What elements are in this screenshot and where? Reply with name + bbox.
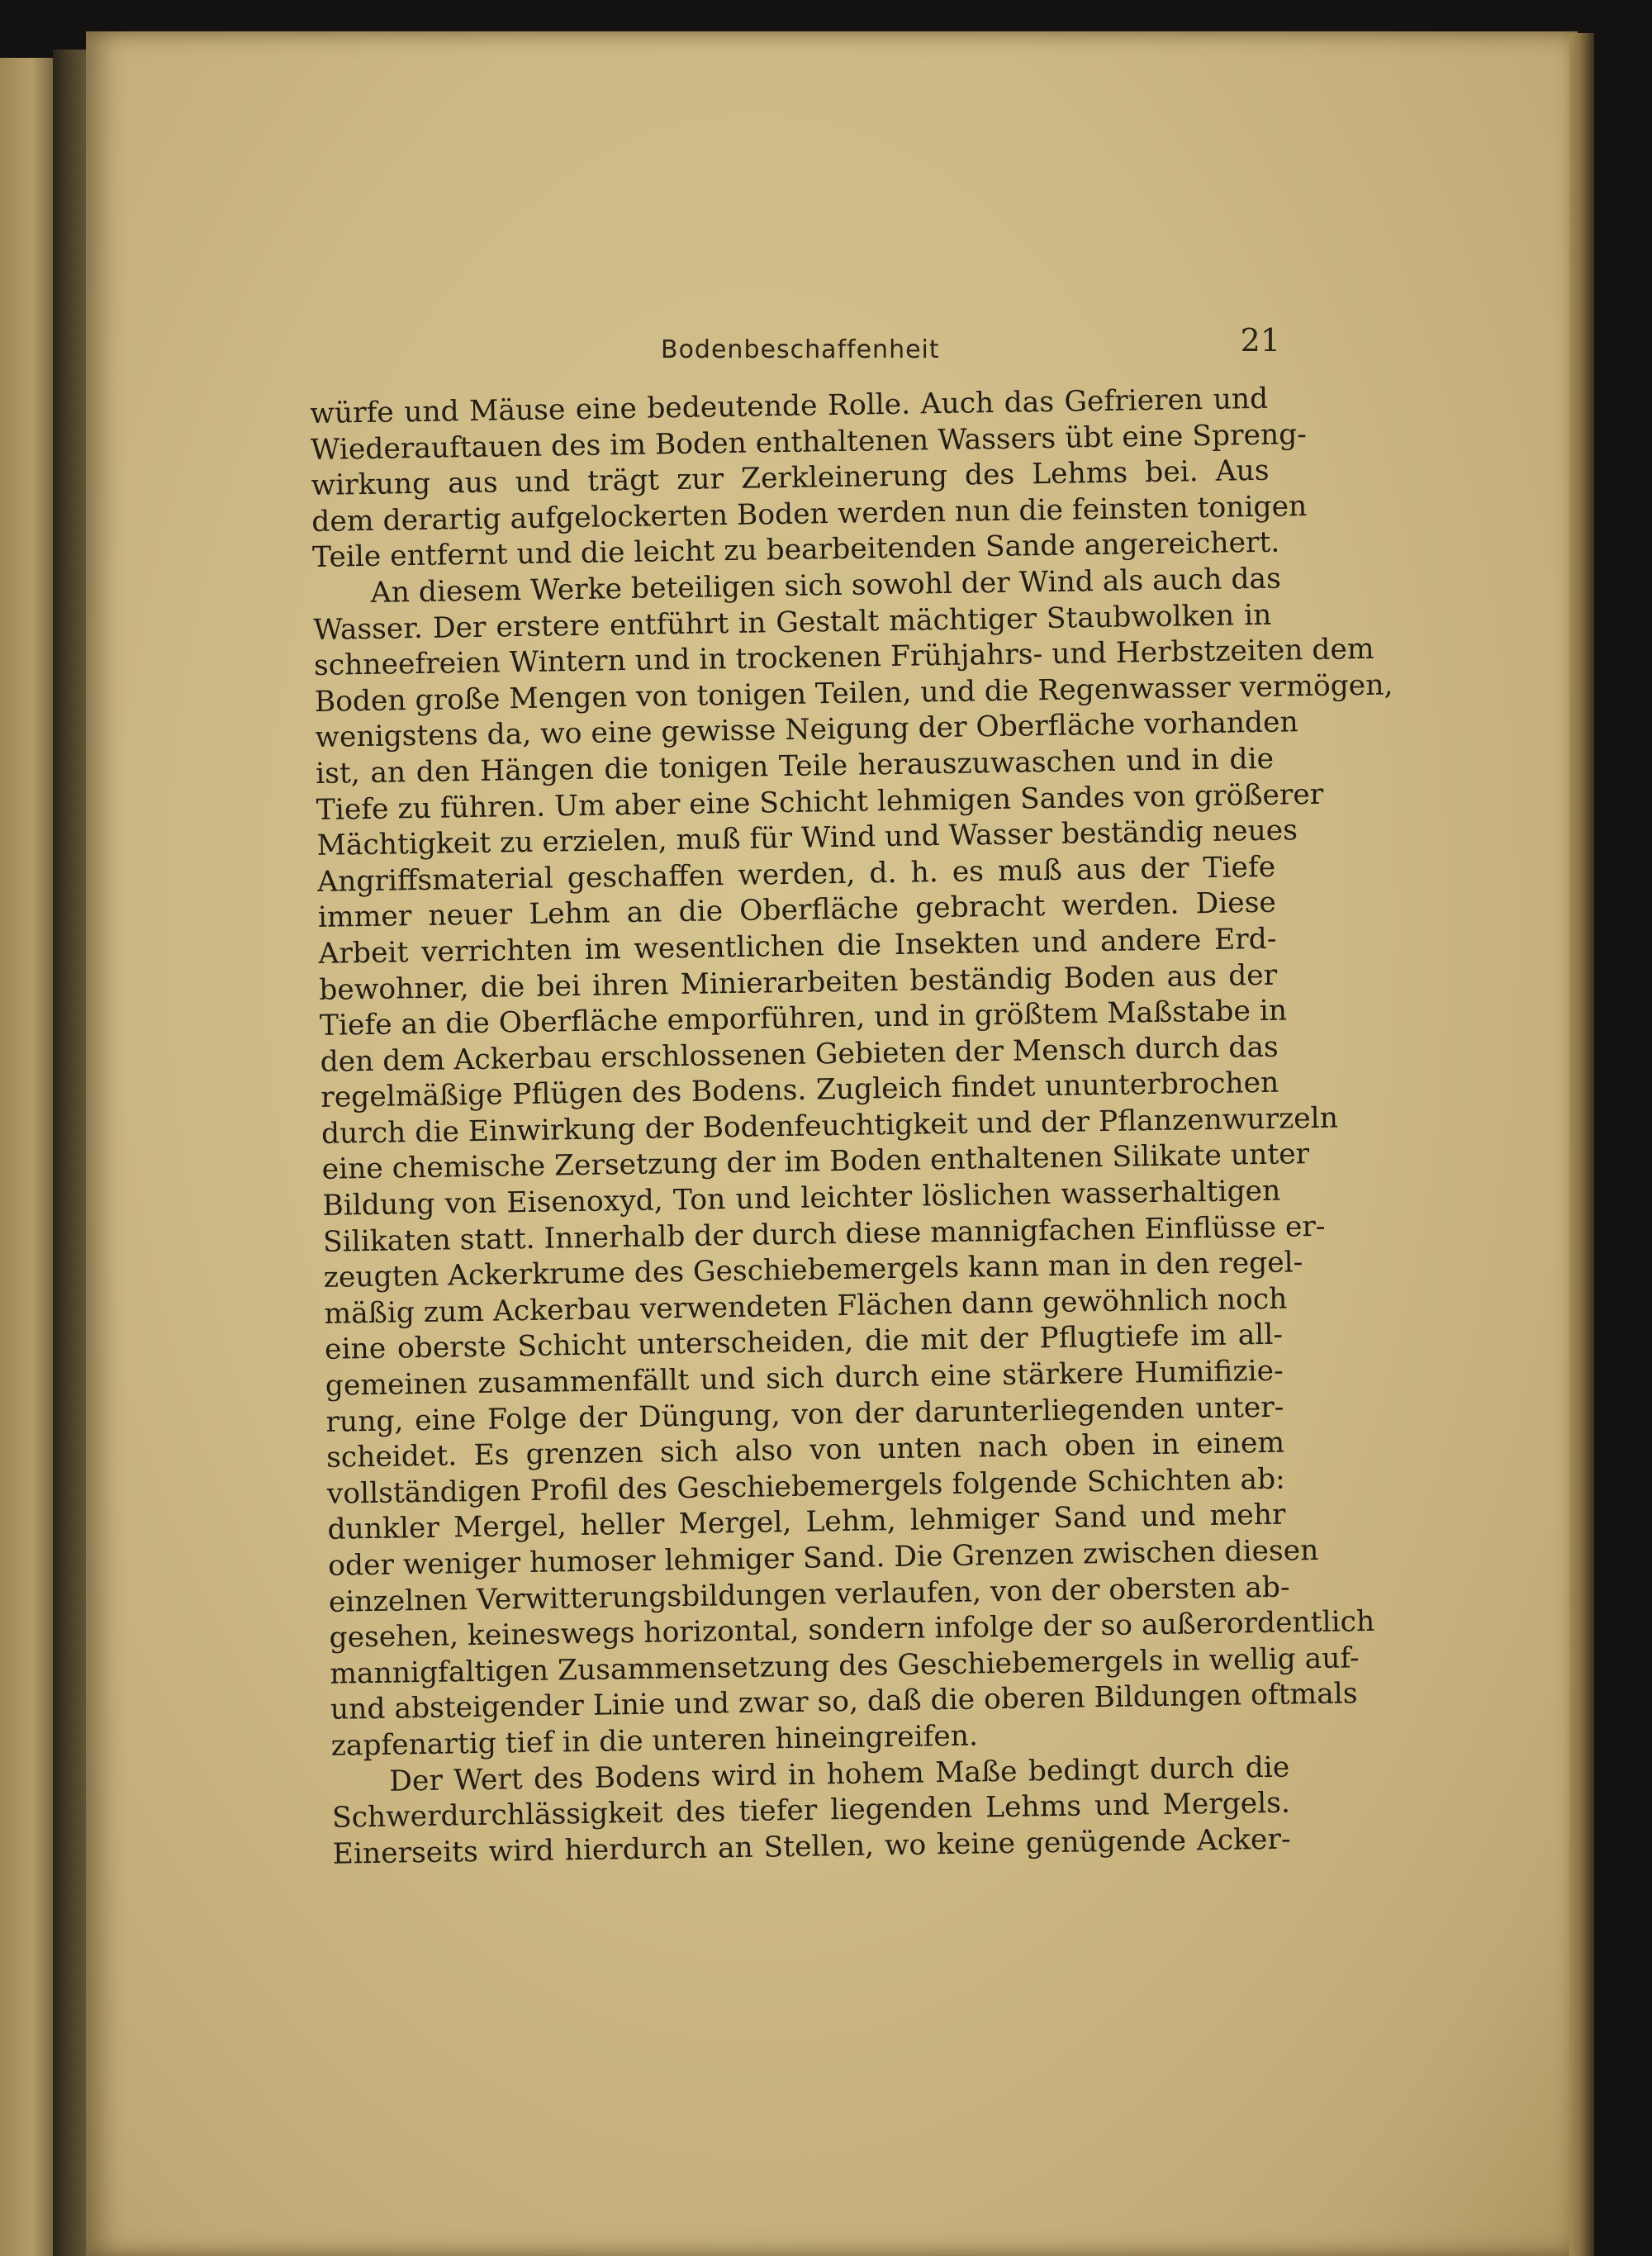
text-line: scheidet. Es grenzen sich also von unten nach oben in einem bbox=[325, 1426, 1285, 1475]
text-line: gesehen, keineswegs horizontal, sondern infolge der so außerordentlich bbox=[329, 1605, 1375, 1655]
text-line: Der Wert des Bodens wird in hohem Maße bedingt durch die bbox=[389, 1750, 1290, 1798]
body-text bbox=[310, 382, 1393, 1873]
text-line: ist, an den Hängen die tonigen Teile herauszuwaschen und in die bbox=[315, 742, 1275, 791]
text-line: Tiefe zu führen. Um aber eine Schicht lehmigen Sandes von größerer bbox=[316, 777, 1324, 827]
text-line: würfe und Mäuse eine bedeutende Rolle. Auch das Gefrieren und bbox=[310, 382, 1269, 430]
text-line: wenigstens da, wo eine gewisse Neigung der Oberfläche vorhanden bbox=[315, 705, 1299, 755]
text-line: oder weniger humoser lehmiger Sand. Die Grenzen zwischen diesen bbox=[327, 1533, 1319, 1583]
page-header bbox=[578, 297, 1280, 364]
text-line: regelmäßige Pflügen des Bodens. Zugleich findet ununterbrochen bbox=[320, 1066, 1279, 1115]
text-line: Boden große Mengen von tonigen Teilen, und die Regenwasser vermögen, bbox=[314, 668, 1393, 719]
running-head: Bodenbeschaffenheit bbox=[661, 335, 940, 364]
left-page-edge bbox=[0, 58, 58, 2256]
text-line: Arbeit verrichten im wesentlichen die Insekten und andere Erd- bbox=[318, 922, 1277, 971]
text-line: einzelnen Verwitterungsbildungen verlaufen, von der obersten ab- bbox=[328, 1570, 1290, 1619]
right-page-edge bbox=[1569, 33, 1594, 2256]
text-line: Tiefe an die Oberfläche emporführen, und in größtem Maßstabe in bbox=[319, 994, 1288, 1043]
text-line: Teile entfernt und die leicht zu bearbeitenden Sande angereichert. bbox=[311, 525, 1280, 575]
text-line: Wasser. Der erstere entführt in Gestalt mächtiger Staubwolken in bbox=[313, 598, 1272, 647]
text-line: Schwerdurchlässigkeit des tiefer liegenden Lehms und Mergels. bbox=[331, 1786, 1291, 1835]
text-line: Bildung von Eisenoxyd, Ton und leichter löslichen wasserhaltigen bbox=[322, 1174, 1281, 1223]
text-line: durch die Einwirkung der Bodenfeuchtigkeit und der Pflanzenwurzeln bbox=[320, 1101, 1339, 1151]
text-line: bewohner, die bei ihren Minierarbeiten beständig Boden aus der bbox=[318, 958, 1278, 1007]
text-line: Mächtigkeit zu erzielen, muß für Wind und Wasser beständig neues bbox=[316, 814, 1298, 863]
text-line: den dem Ackerbau erschlossenen Gebieten der Mensch durch das bbox=[320, 1030, 1279, 1079]
text-line: wirkung aus und trägt zur Zerkleinerung des Lehms bei. Aus bbox=[311, 454, 1270, 503]
text-line: mäßig zum Ackerbau verwendeten Flächen dann gewöhnlich noch bbox=[324, 1282, 1288, 1331]
text-line: Angriffsmaterial geschaffen werden, d. h. es muß aus der Tiefe bbox=[316, 850, 1276, 899]
text-line: dem derartig aufgelockerten Boden werden nun die feinsten tonigen bbox=[311, 489, 1308, 539]
text-line: eine chemische Zersetzung der im Boden enthaltenen Silikate unter bbox=[321, 1137, 1310, 1187]
text-line: Einerseits wird hierdurch an Stellen, wo keine genügende Acker- bbox=[332, 1822, 1291, 1871]
text-line: und absteigender Linie und zwar so, daß die oberen Bildungen oftmals bbox=[330, 1677, 1358, 1727]
text-line: Wiederauftauen des im Boden enthaltenen Wassers übt eine Spreng- bbox=[310, 417, 1308, 467]
text-line: zeugten Ackerkrume des Geschiebemergels kann man in den regel- bbox=[323, 1246, 1303, 1295]
text-line: vollständigen Profil des Geschiebemergels folgende Schichten ab: bbox=[326, 1462, 1286, 1511]
text-line: schneefreien Wintern und in trockenen Frühjahrs- und Herbstzeiten dem bbox=[313, 632, 1374, 683]
text-line: Silikaten statt. Innerhalb der durch diese mannigfachen Einflüsse er- bbox=[322, 1209, 1326, 1259]
text-line: gemeinen zusammenfällt und sich durch eine stärkere Humifizie- bbox=[325, 1354, 1284, 1403]
text-line: rung, eine Folge der Düngung, von der darunterliegenden unter- bbox=[325, 1390, 1284, 1439]
text-line: dunkler Mergel, heller Mergel, Lehm, lehmiger Sand und mehr bbox=[327, 1498, 1286, 1547]
text-line: mannigfaltigen Zusammensetzung des Geschiebemergels in wellig auf- bbox=[329, 1641, 1360, 1691]
page-number: 21 bbox=[1240, 322, 1280, 359]
text-line: zapfenartig tief in die unteren hineingreifen. bbox=[330, 1719, 979, 1763]
text-line: immer neuer Lehm an die Oberfläche gebracht werden. Diese bbox=[317, 886, 1277, 935]
text-line: An diesem Werke beteiligen sich sowohl der Wind als auch das bbox=[370, 562, 1282, 610]
text-line: eine oberste Schicht unterscheiden, die mit der Pflugtiefe im all- bbox=[324, 1318, 1284, 1367]
